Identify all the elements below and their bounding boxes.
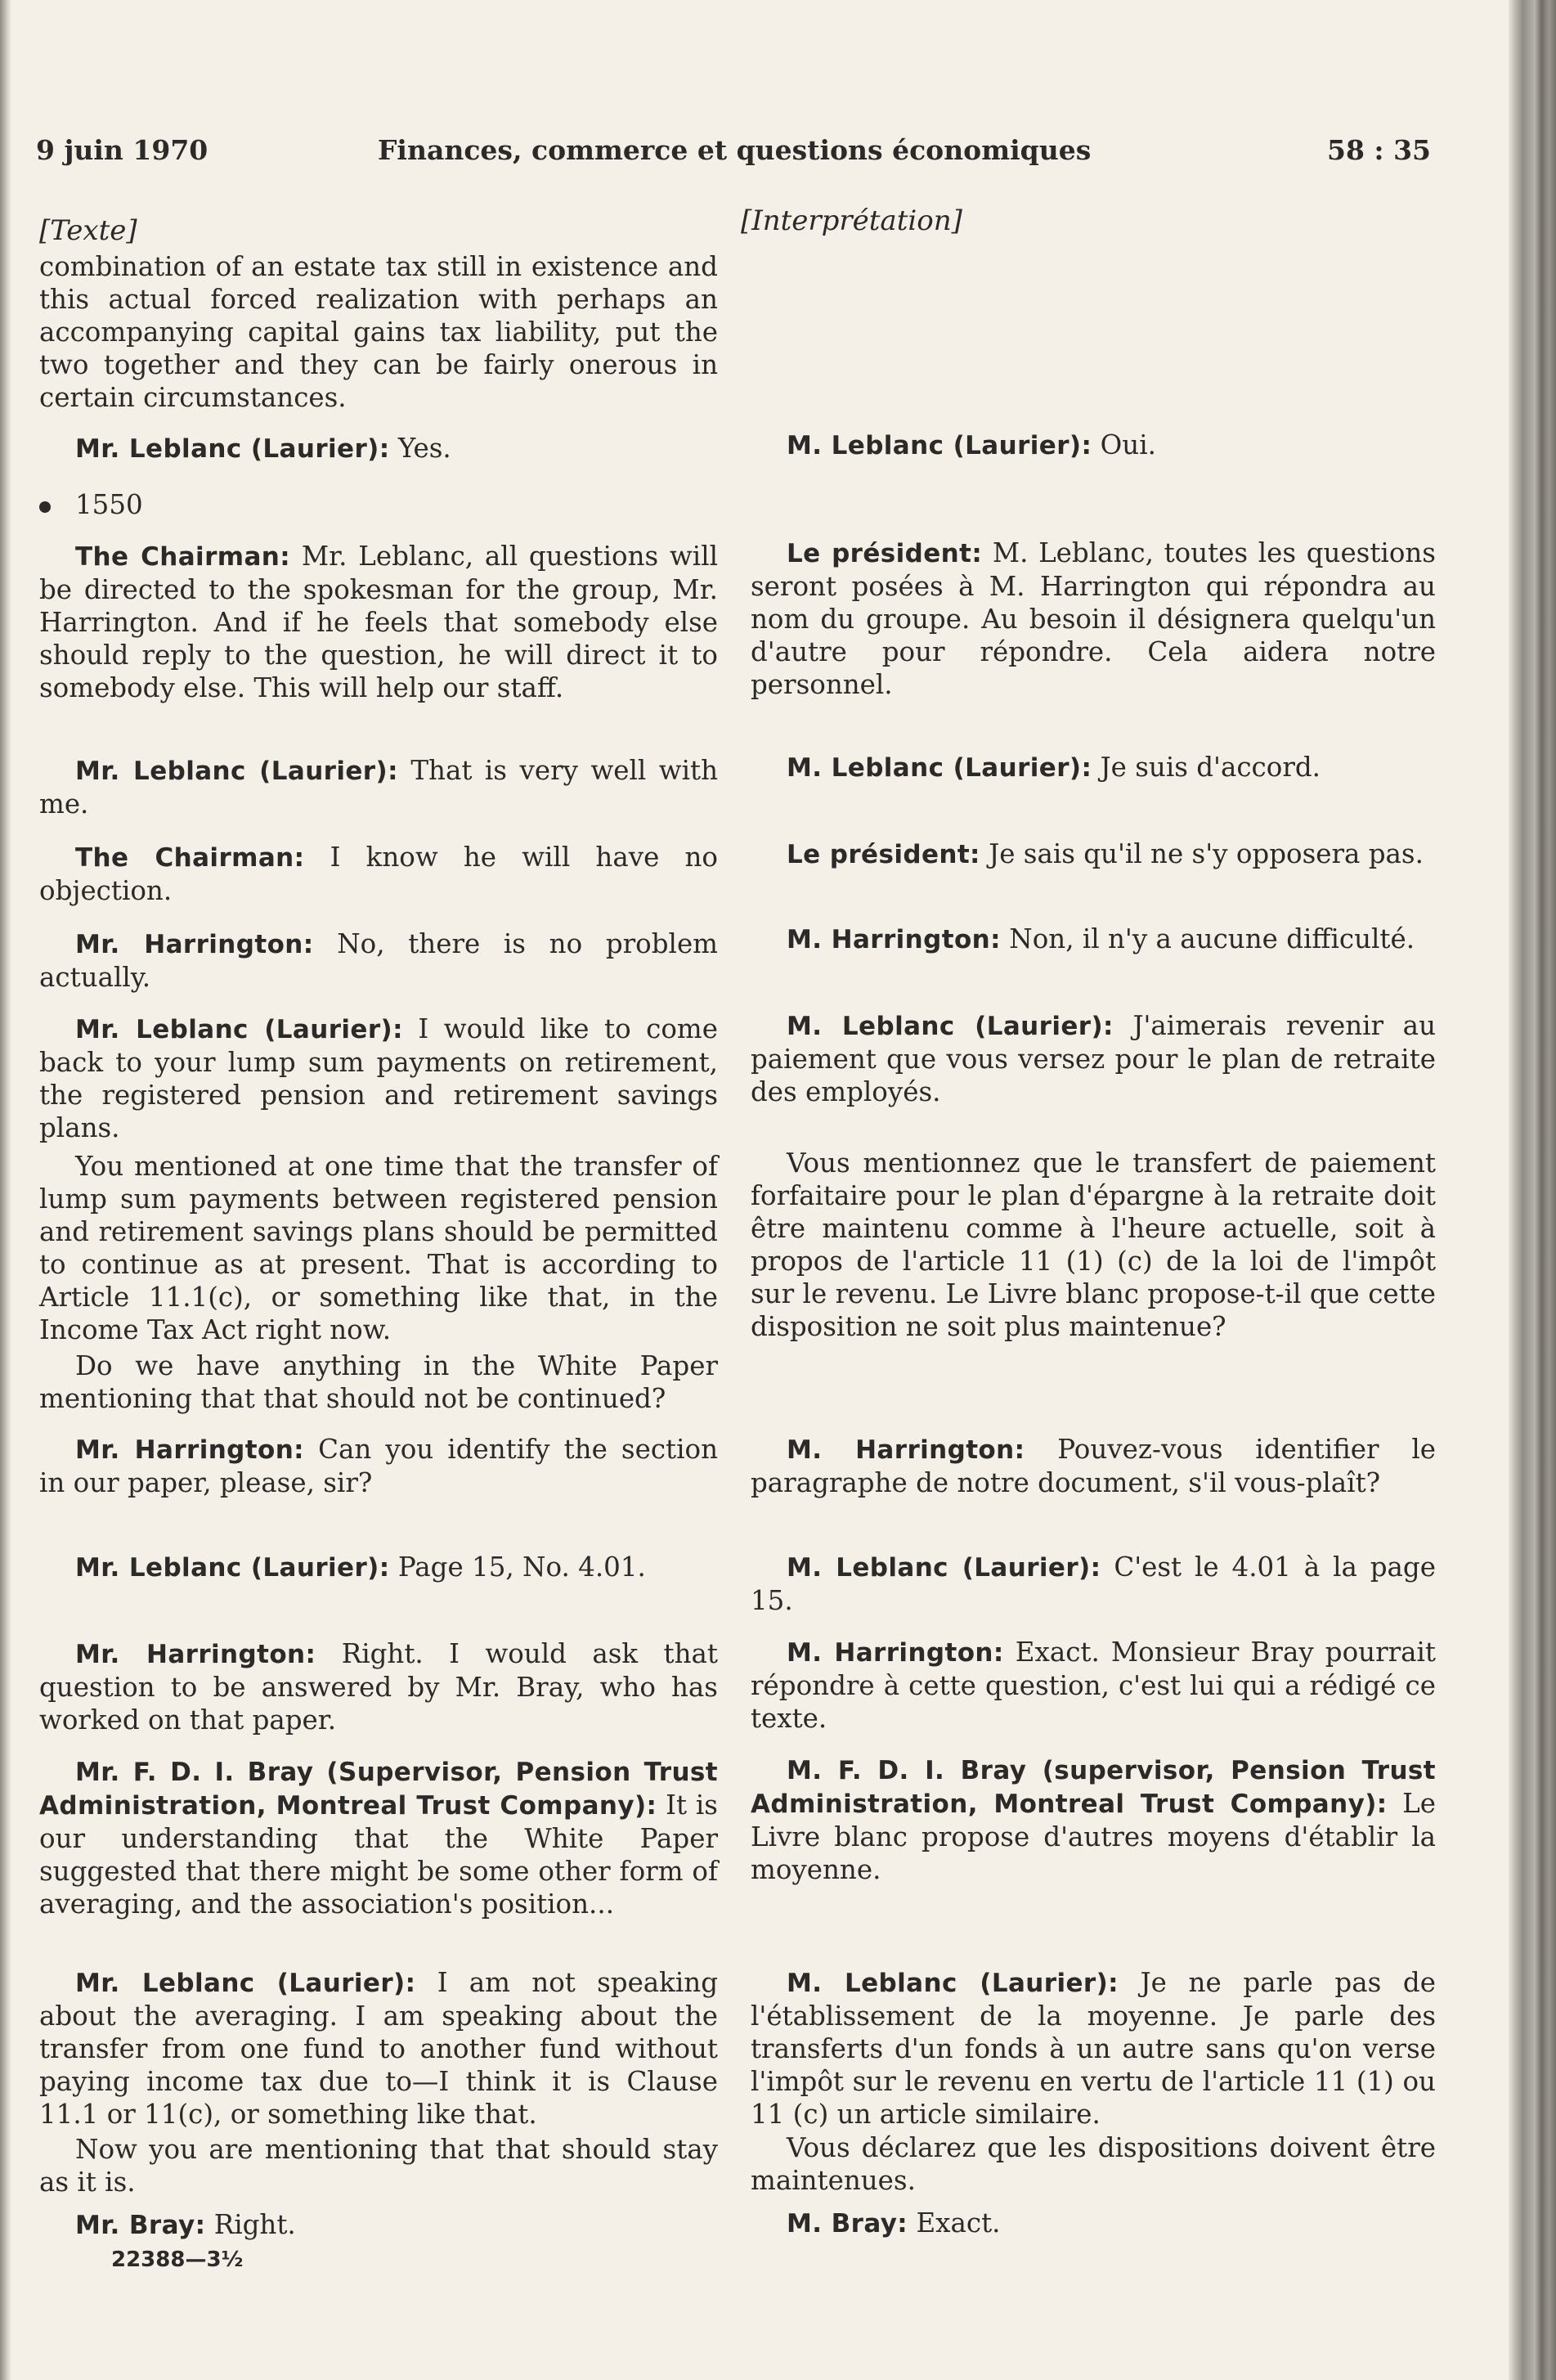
speaker-name: Mr. Leblanc (Laurier): [75,434,390,464]
speaker-name: M. Harrington: [787,1435,1025,1465]
speaker-name: M. Leblanc (Laurier): [787,1969,1119,1998]
right-paragraph-8: M. Harrington: Pouvez-vous identifier le paragraphe de notre document, s'il vous-plaît? [751,1434,1436,1498]
right-paragraph-3: M. Leblanc (Laurier): Je suis d'accord. [787,752,1321,783]
left-paragraph-4: Mr. Leblanc (Laurier): That is very well with me. [39,755,718,820]
time-marker [39,489,143,520]
right-paragraph-12: M. Leblanc (Laurier): Je ne parle pas de l'établissement de la moyenne. Je parle des transferts d'un fonds à un autre sans qu'on verse l'impôt sur le revenu en vertu de l'article 11 (1) ou 11 (c) un article similaire. [751,1967,1436,2130]
left-paragraph-6: Mr. Harrington: No, there is no problem actually. [39,928,718,993]
speaker-name: Mr. Leblanc (Laurier): [75,1969,416,1998]
speaker-name: Mr. Bray: [75,2211,206,2240]
header-page-number: 58 : 35 [1327,134,1432,166]
right-paragraph-9: M. Leblanc (Laurier): C'est le 4.01 à la page 15. [751,1551,1436,1616]
speaker-name: Mr. Harrington: [75,930,314,959]
speaker-name: M. Bray: [787,2209,908,2239]
left-paragraph-2: Mr. Leblanc (Laurier): Yes. [75,433,451,464]
right-paragraph-2: Le président: M. Leblanc, toutes les questions seront posées à M. Harrington qui répondra au nom du groupe. Au besoin il désignera quelqu'un d'autre pour répondre. Cela aidera notre personnel. [751,537,1436,700]
right-paragraph-1: M. Leblanc (Laurier): Oui. [787,429,1156,460]
left-paragraph-10: Mr. Harrington: Can you identify the section in our paper, please, sir? [39,1434,718,1498]
right-paragraph-5: M. Harrington: Non, il n'y a aucune difficulté. [787,923,1415,954]
left-paragraph-11: Mr. Leblanc (Laurier): Page 15, No. 4.01. [75,1551,646,1583]
speaker-name: Mr. Leblanc (Laurier): [75,757,398,786]
right-paragraph-4: Le président: Je sais qu'il ne s'y opposera pas. [787,838,1424,869]
speaker-name: Le président: [787,840,980,869]
speaker-name: M. Leblanc (Laurier): [787,753,1092,783]
page-binding-shadow [0,0,11,2380]
speaker-name: The Chairman: [75,542,291,572]
speaker-name: Mr. Harrington: [75,1640,316,1669]
right-paragraph-7: Vous mentionnez que le transfert de paiement forfaitaire pour le plan d'épargne à la retraite doit être maintenu comme à l'heure actuelle, soit à propos de l'article 11 (1) (c) de la loi de l'impôt sur le revenu. Le Livre blanc propose-t-il que cette disposition ne soit plus maintenue? [751,1147,1436,1342]
left-paragraph-7: Mr. Leblanc (Laurier): I would like to come back to your lump sum payments on retirement, the registered pension and retirement savings plans. [39,1013,718,1143]
header-date: 9 juin 1970 [36,134,209,166]
speaker-name: Mr. F. D. I. Bray (Supervisor, Pension Trust Administration, Montreal Trust Company): [39,1758,718,1821]
left-paragraph-14: Mr. Leblanc (Laurier): I am not speaking about the averaging. I am speaking about the transfer from one fund to another fund without paying income tax due to—I think it is Clause 11.1 or 11(c), or something like that. [39,1967,719,2130]
left-paragraph-16: Mr. Bray: Right. [75,2209,296,2240]
bullet-icon [39,501,51,513]
speaker-name: M. Leblanc (Laurier): [787,1553,1101,1583]
speaker-name: M. F. D. I. Bray (supervisor, Pension Trust Administration, Montreal Trust Company): [751,1756,1436,1819]
left-paragraph-12: Mr. Harrington: Right. I would ask that question to be answered by Mr. Bray, who has worked on that paper. [39,1638,718,1736]
speaker-name: M. Leblanc (Laurier): [787,431,1092,460]
left-paragraph-9: Do we have anything in the White Paper mentioning that that should not be continued? [39,1350,718,1414]
right-section-label: [Interprétation] [741,204,962,237]
speaker-name: Mr. Leblanc (Laurier): [75,1015,403,1044]
left-paragraph-5: The Chairman: I know he will have no objection. [39,842,718,906]
book-page-edges [1509,0,1556,2380]
speaker-name: Le président: [787,539,983,568]
speaker-name: The Chairman: [75,843,305,873]
speaker-name: Mr. Leblanc (Laurier): [75,1553,390,1583]
left-paragraph-8: You mentioned at one time that the transfer of lump sum payments between registered pension and retirement savings plans should be permitted to continue as at present. That is according to Article 11.1(c), or something like that, in the Income Tax Act right now. [39,1151,718,1345]
left-paragraph-1: combination of an estate tax still in existence and this actual forced realization with perhaps an accompanying capital gains tax liability, put the two together and they can be fairly onerous in certain circumstances. [39,251,718,413]
left-section-label: [Texte] [39,214,137,247]
header-title: Finances, commerce et questions économiques [378,134,1092,166]
speaker-name: Mr. Harrington: [75,1435,304,1465]
speaker-name: M. Leblanc (Laurier): [787,1012,1114,1041]
speaker-name: M. Harrington: [787,1638,1004,1668]
speaker-name: M. Harrington: [787,925,1001,954]
right-paragraph-11: M. F. D. I. Bray (supervisor, Pension Trust Administration, Montreal Trust Company): Le Livre blanc propose d'autres moyens d'établir la moyenne. [751,1756,1436,1885]
left-paragraph-13: Mr. F. D. I. Bray (Supervisor, Pension Trust Administration, Montreal Trust Company): It is our understanding that the White Paper suggested that there might be some other form of averaging, and the association's position... [39,1758,718,1920]
right-paragraph-10: M. Harrington: Exact. Monsieur Bray pourrait répondre à cette question, c'est lui qui a rédigé ce texte. [751,1637,1436,1734]
left-paragraph-15: Now you are mentioning that that should stay as it is. [39,2134,718,2198]
print-reference-footnote: 22388—3½ [111,2248,244,2272]
time-marker-label: 1550 [75,489,143,520]
right-paragraph-6: M. Leblanc (Laurier): J'aimerais revenir au paiement que vous versez pour le plan de retraite des employés. [751,1010,1436,1107]
left-paragraph-3: The Chairman: Mr. Leblanc, all questions will be directed to the spokesman for the group, Mr. Harrington. And if he feels that somebody else should reply to the question, he will direct it to somebody else. This will help our staff. [39,541,718,703]
right-paragraph-13: Vous déclarez que les dispositions doivent être maintenues. [751,2132,1436,2196]
right-paragraph-14: M. Bray: Exact. [787,2207,1001,2239]
